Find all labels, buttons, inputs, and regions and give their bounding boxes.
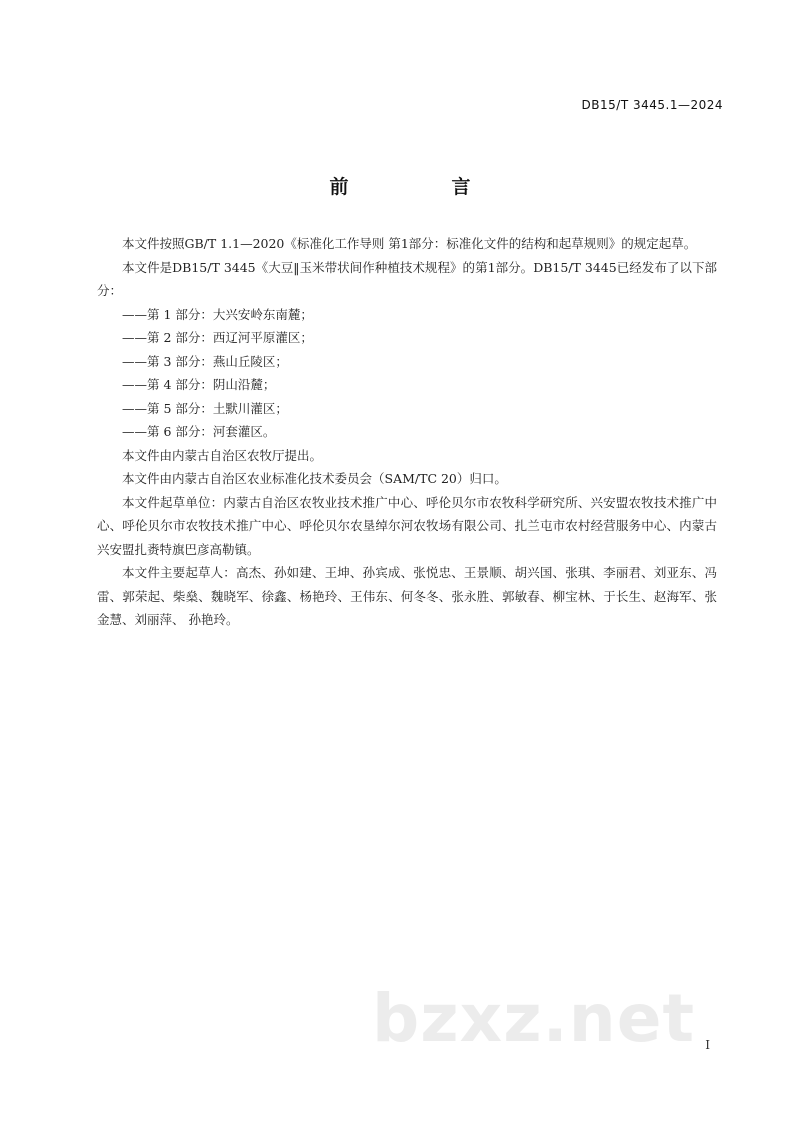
list-item: ——第 1 部分：大兴安岭东南麓； xyxy=(122,306,313,322)
paragraph-committee: 本文件由内蒙古自治区农业标准化技术委员会（SAM/TC 20）归口。 xyxy=(122,471,507,486)
page-number: I xyxy=(705,1038,710,1052)
paragraph-series-info: 本文件是DB15/T 3445《大豆‖玉米带状间作种植技术规程》的第1部分。DB15/T 3445已经发布了以下部分： xyxy=(97,259,717,298)
list-item: ——第 2 部分：西辽河平原灌区； xyxy=(122,330,313,345)
document-body xyxy=(97,232,717,632)
paragraph-drafting-units: 本文件起草单位：内蒙古自治区农牧业技术推广中心、呼伦贝尔市农牧科学研究所、兴安盟农牧技术推广中心、呼伦贝尔市农牧技术推广中心、呼伦贝尔农垦绰尔河农牧场有限公司、扎兰屯市农村经营服务中心、内蒙古兴安盟扎赉特旗巴彦高勒镇。 xyxy=(97,494,717,557)
paragraph-standard-basis: 本文件按照GB/T 1.1—2020《标准化工作导则 第1部分：标准化文件的结构和起草规则》的规定起草。 xyxy=(122,236,697,251)
watermark: bzxz.net xyxy=(372,980,696,1057)
list-item: ——第 3 部分：燕山丘陵区； xyxy=(122,353,288,369)
paragraph-drafters: 本文件主要起草人：高杰、孙如建、王坤、孙宾成、张悦忠、王景顺、胡兴国、张琪、李丽君、刘亚东、冯雷、郭荣起、柴燊、魏晓军、徐鑫、杨艳玲、王伟东、何冬冬、张永胜、郭敏春、柳宝林、于长生、赵海军、张金慧、刘丽萍、 孙艳玲。 xyxy=(97,565,717,627)
paragraph-proposer: 本文件由内蒙古自治区农牧厅提出。 xyxy=(122,447,323,463)
page-title: 前 言 xyxy=(329,176,513,198)
list-item: ——第 4 部分：阴山沿麓； xyxy=(122,377,276,392)
list-item: ——第 6 部分：河套灌区。 xyxy=(122,424,276,439)
list-item: ——第 5 部分：土默川灌区； xyxy=(122,400,288,416)
document-code: DB15/T 3445.1—2024 xyxy=(581,98,723,112)
